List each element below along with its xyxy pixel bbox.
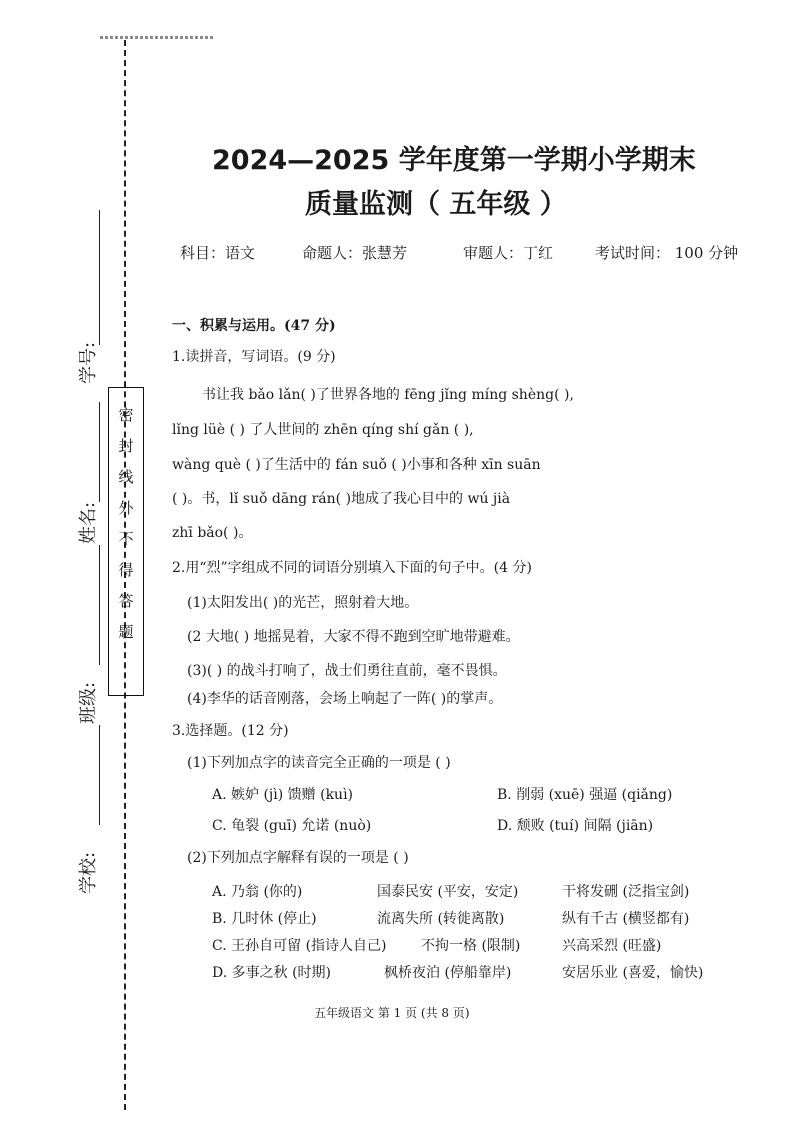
seal-char: 线 [118,468,134,486]
q3-part2-option-d-1: D. 多事之秋 (时期) [212,965,331,981]
q3-part2-option-b-2: 流离失所 (转徙离散) [377,911,505,927]
q1-line-3: wàng què ( )了生活中的 fán suǒ ( )小事和各种 xīn suān [172,457,541,473]
q3-part2-question: (2)下列加点字解释有误的一项是 ( ) [187,850,409,866]
seal-char: 密 [118,406,134,424]
q3-heading: 3.选择题。(12 分) [172,723,289,739]
seal-char: 不 [118,530,134,548]
meta-subject: 科目：语文 [180,244,256,262]
seal-char: 封 [118,437,134,455]
q3-part2-option-a-2: 国泰民安 (平安，安定) [377,884,519,900]
q1-line-2: lǐng lüè ( ) 了人世间的 zhēn qíng shí gǎn ( ), [172,422,474,438]
class-line [99,725,100,825]
q3-part1-option-b: B. 削弱 (xuē) 强逼 (qiǎng) [497,787,673,803]
q1-line-4: ( )。书，lǐ suǒ dāng rán( )地成了我心目中的 wú jià [172,491,511,507]
q3-part1-question: (1)下列加点字的读音完全正确的一项是 ( ) [187,755,451,771]
name-line-lower [99,545,100,665]
q3-part1-option-d: D. 颓败 (tuí) 间隔 (jiān) [497,818,654,834]
q3-part2-option-c-3: 兴高采烈 (旺盛) [562,938,662,954]
q2-sentence-3: (3)( ) 的战斗打响了，战士们勇往直前，毫不畏惧。 [187,663,507,679]
meta-author: 命题人：张慧芳 [302,244,408,262]
q2-sentence-4: (4)李华的话音刚落，会场上响起了一阵( )的掌声。 [187,691,503,707]
q3-part1-option-a: A. 嫉妒 (jì) 馈赠 (kuì) [212,787,354,803]
seal-char: 外 [118,499,134,517]
scan-edge-mark [100,36,215,39]
seal-line-box [108,387,144,696]
q3-part2-option-d-2: 枫桥夜泊 (停船靠岸) [384,965,512,981]
seal-char: 得 [118,561,134,579]
school-label: 学校: [78,851,99,895]
meta-time: 考试时间： 100 分钟 [595,244,739,262]
q2-sentence-2: (2 大地( ) 地摇晃着，大家不得不跑到空旷地带避难。 [187,629,520,645]
page-subtitle: 质量监测（ 五年级 ） [305,189,567,220]
q2-heading: 2.用“烈”字组成不同的词语分别填入下面的句子中。(4 分) [172,560,532,576]
q1-line-1: 书让我 bǎo lǎn( )了世界各地的 fēng jǐng míng shèng( ), [202,387,574,403]
q1-heading: 1.读拼音，写词语。(9 分) [172,349,336,365]
student-id-label: 学号: [78,341,99,385]
student-id-line [99,210,100,345]
q2-sentence-1: (1)太阳发出( )的光芒，照射着大地。 [187,595,419,611]
name-label: 姓名: [78,501,99,545]
name-line-upper [99,402,100,502]
q3-part2-option-c-2: 不拘一格 (限制) [421,938,521,954]
q3-part2-option-b-1: B. 几时休 (停止) [212,911,317,927]
q3-part1-option-c: C. 龟裂 (guī) 允诺 (nuò) [212,818,372,834]
page-title: 2024—2025 学年度第一学期小学期末 [212,145,696,176]
seal-char: 题 [118,623,134,641]
q1-line-5: zhī bǎo( )。 [172,525,253,541]
seal-char: 答 [118,592,134,610]
meta-reviewer: 审题人：丁红 [463,244,554,262]
q3-part2-option-b-3: 纵有千古 (横竖都有) [562,911,690,927]
q3-part2-option-c-1: C. 王孙自可留 (指诗人自己) [212,938,387,954]
section-heading: 一、积累与运用。(47 分) [172,318,336,334]
page-footer: 五年级语文 第 1 页 (共 8 页) [314,1006,470,1020]
class-label: 班级: [78,681,99,725]
q3-part2-option-d-3: 安居乐业 (喜爱，愉快) [562,965,704,981]
q3-part2-option-a-3: 干将发硎 (泛指宝剑) [562,884,690,900]
q3-part2-option-a-1: A. 乃翁 (你的) [212,884,303,900]
